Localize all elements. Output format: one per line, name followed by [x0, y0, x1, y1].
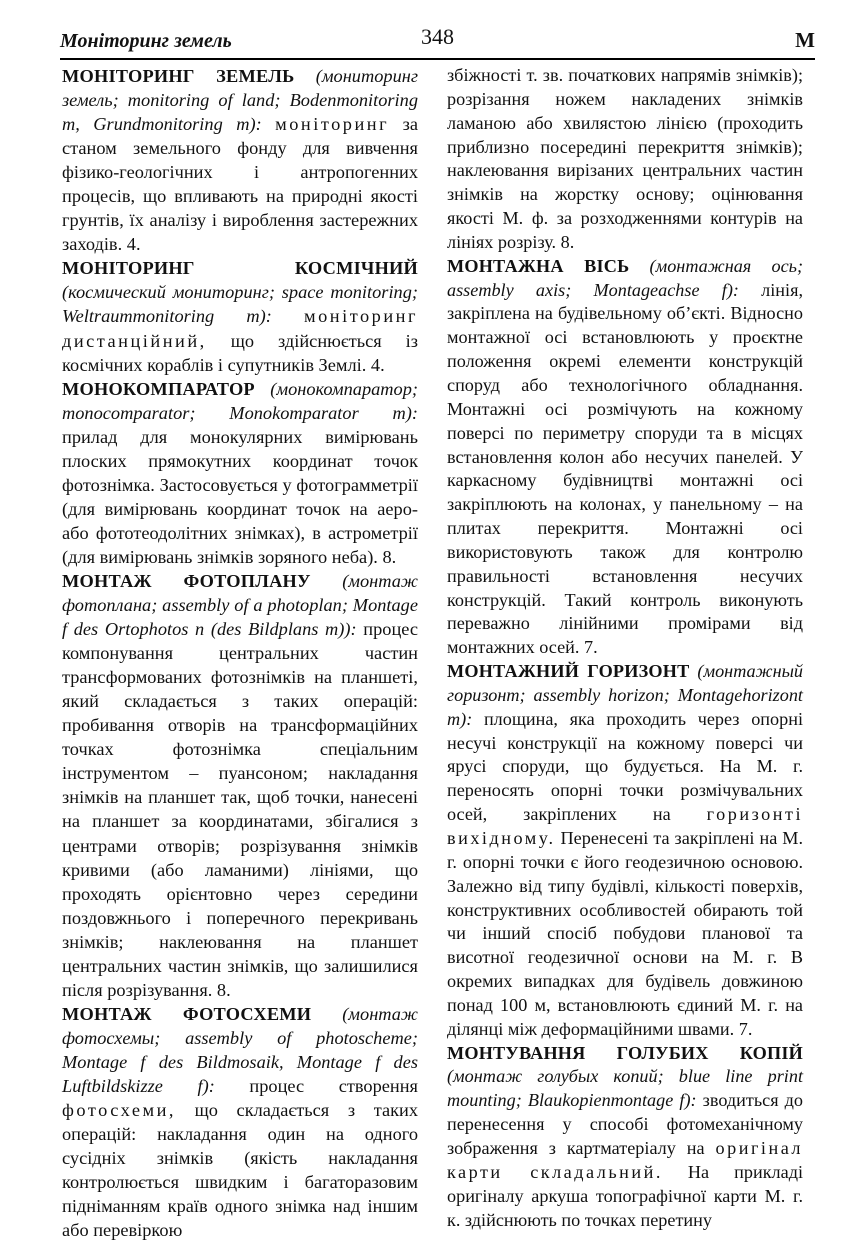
left-column — [62, 64, 418, 1242]
entry-definition: прилад для монокулярних вимірювань плоских прямокутних координат точок фотознімка. Застосовується у фотограмметрії (для вимірювань координат точок на аеро- або фототеодолітних знімках), в астрометрії (для вимірювань знімків зоряного неба). 8. — [62, 426, 418, 567]
entry-headword: МОНТАЖНА ВІСЬ — [447, 255, 630, 276]
entry-headword: МОНТАЖ ФОТОСХЕМИ — [62, 1003, 312, 1024]
entry-crossref: моніторинг дистанційний, — [62, 306, 418, 351]
entry-definition-continued: що складається з таких операцій: накладання один на одного сусідніх знімків (якість накладання контролюється швидким і багаторазовим підніманням країв одного знімка над іншим або перевіркою — [62, 1100, 418, 1241]
entry-definition: зводиться до перенесення у способі фотомеханічному зображення з картматеріалу на — [447, 1090, 803, 1158]
entry-crossref: оригінал карти складальний. — [447, 1137, 804, 1182]
entry-definition: процес створення — [249, 1075, 418, 1096]
entry-equivalents: (монтаж фотосхемы; assembly of photoscheme; Montage f des Bildmosaik, Montage f des Luftbildskizze f): — [62, 1003, 418, 1096]
page-header — [60, 24, 815, 60]
entry-equivalents: (монтаж фотоплана; assembly of a photoplan; Montage f des Ortophotos n (des Bildplans m)): — [62, 570, 418, 640]
entry-crossref: моніторинг — [275, 114, 390, 135]
entry-photoscheme-assembly — [62, 1002, 418, 1242]
entry-continuation — [447, 64, 803, 255]
entry-definition: за станом земельного фонду для вивчення фізико-геологічних і антропогенних процесів, що впливають на природні якості грунтів, їх аналізу і вироблення застережних заходів. 4. — [62, 114, 418, 255]
entry-crossref: горизонті вихідному. — [447, 804, 804, 848]
entry-definition: що здійснюється із космічних кораблів і супутників Землі. 4. — [62, 330, 418, 375]
running-title: Моніторинг земель — [60, 30, 232, 52]
entry-equivalents: (мониторинг земель; monitoring of land; Bodenmonitoring m, Grundmonitoring m): — [62, 66, 418, 135]
entry-monitoring-land — [62, 64, 418, 256]
entry-equivalents: (космический мониторинг; space monitoring; Weltraummonitoring m): — [62, 282, 418, 327]
entry-assembly-axis — [447, 255, 803, 660]
page-number: 348 — [421, 24, 454, 49]
entry-equivalents: (монтажная ось; assembly axis; Montageachse f): — [447, 255, 804, 300]
entry-headword: МОНТУВАННЯ ГОЛУБИХ КОПІЙ — [447, 1042, 803, 1063]
right-column — [447, 64, 803, 1232]
entry-headword: МОНТАЖНИЙ ГОРИЗОНТ — [447, 661, 690, 682]
entry-assembly-horizon — [447, 660, 803, 1042]
entry-equivalents: (монтажный горизонт; assembly horizon; Montagehorizont m): — [447, 661, 804, 729]
entry-definition: лінія, закріплена на будівельному об’єкті. Відносно монтажної осі встановлюють у проєктне положення окремі елементи конструкцій споруд або технологічного обладнання. Монтажні осі розмічують на кожному поверсі по периметру споруди та в місцях встановлення колон або несучих панелей. У каркасному будівництві монтажні осі закріплюють на колонах, у панельному – на плитах перекриття. Монтажні осі використовують також для контролю правильності встановлення несучих конструкцій. Такий контроль виконують переважно лінійними промірами від монтажних осей. 7. — [447, 279, 803, 658]
entry-equivalents: (монтаж голубых копий; blue line print mounting; Blaukopienmontage f): — [447, 1066, 803, 1111]
section-letter: М — [795, 28, 815, 52]
entry-definition: площина, яка проходить через опорні несучі конструкції на кожному поверсі чи ярусі споруди, що будується. На М. г. переносять опорні точки розмічувальних осей, закріплених на — [447, 708, 803, 825]
entry-equivalents: (монокомпаратор; monocomparator; Monokomparator m): — [62, 378, 418, 423]
entry-crossref: фотосхеми, — [62, 1100, 176, 1121]
entry-blue-copies-mounting — [447, 1042, 803, 1233]
header-rule — [60, 58, 815, 60]
entry-headword: МОНТАЖ ФОТОПЛАНУ — [62, 570, 311, 591]
entry-headword: МОНОКОМПАРАТОР — [62, 378, 255, 399]
continuation-text: збіжності т. зв. початкових напрямів знімків); розрізання ножем накладених знімків ламаною або хвилястою лінією (проходить приблизно посередині перекриття знімків); наклеювання вирізаних центральних частин знімків на жорстку основу; оцінювання якості М. ф. за розходженнями контурів на лініях розрізу. 8. — [447, 65, 803, 252]
entry-definition-continued: На прикладі оригіналу аркуша топографічної карти М. г. к. здійснюють по точках перетину — [447, 1161, 803, 1230]
entry-headword: МОНІТОРИНГ КОСМІЧНИЙ — [62, 258, 418, 279]
entry-headword: МОНІТОРИНГ ЗЕМЕЛЬ — [62, 66, 295, 86]
entry-monocomparator — [62, 377, 418, 569]
entry-photoplan-assembly — [62, 569, 418, 1002]
entry-monitoring-space — [62, 256, 418, 376]
entry-definition-continued: Перенесені та закріплені на М. г. опорні точки є його геодезичною основою. Залежно від типу будівлі, кількості поверхів, конструктивних особливостей обирають той чи інший спосіб побудови планової та висотної геодезичної основи на М. г. В окремих випадках для будівель довжиною понад 100 м, встановлюють єдиний М. г. на ділянці між деформаційними швами. 7. — [447, 828, 803, 1039]
entry-definition: процес компонування центральних частин трансформованих фотознімків на планшеті, який складається з таких операцій: пробивання отворів на трансформаційних точках фотознімка спеціальним інструментом – пуансоном; накладання знімків на планшет так, щоб точки, нанесені на планшет за координатами, збігалися з центрами отворів; розрізування знімків кривими (або ламаними) лініями, що проходять орієнтовно через середини поздовжнього і поперечного перекривань знімків; наклеювання на планшет центральних частин знімків, що залишилися після розрізування. 8. — [62, 619, 418, 1000]
